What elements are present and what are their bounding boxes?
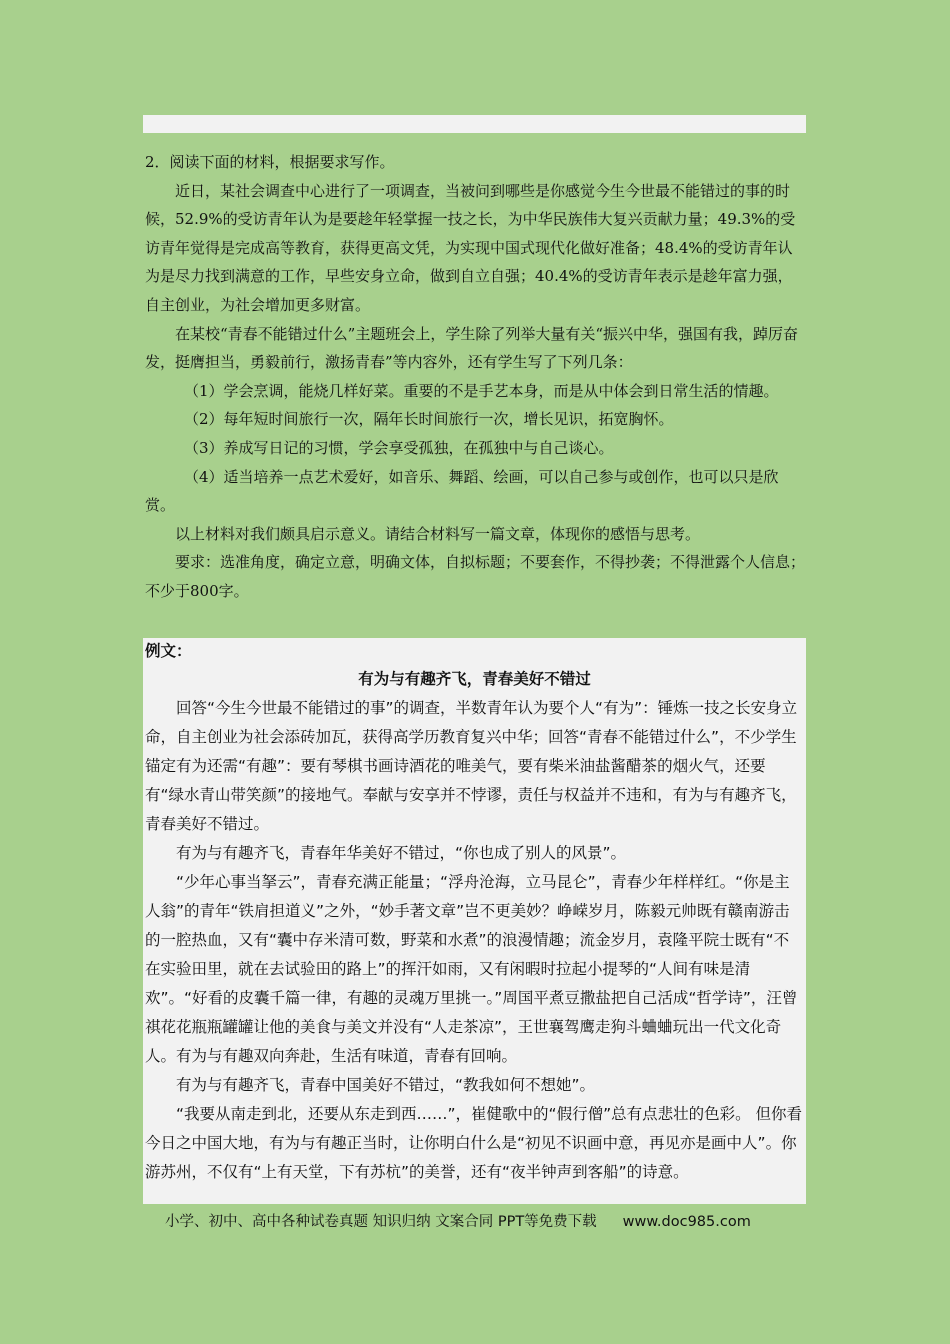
essay-paragraph: 回答“今生今世最不能错过的事”的调查，半数青年认为要个人“有为”：锤炼一技之长安身立命，自主创业为社会添砖加瓦，获得高学历教育复兴中华；回答“青春不能错过什么”，不少学生锚定有为还需“有趣”：要有琴棋书画诗酒花的唯美气，要有柴米油盐酱醋茶的烟火气，还要有“绿水青山带笑颜”的接地气。奉献与安享并不悖谬，责任与权益并不违和，有为与有趣齐飞，青春美好不错过。 (145, 699, 798, 833)
list-item: （3）养成写日记的习惯，学会享受孤独，在孤独中与自己谈心。 (184, 438, 614, 457)
requirement-paragraph: 要求：选准角度，确定立意，明确文体，自拟标题；不要套作，不得抄袭；不得泄露个人信息；不少于800字。 (145, 553, 806, 600)
essay-paragraph: 有为与有趣齐飞，青春中国美好不错过，“教我如何不想她”。 (176, 1076, 596, 1094)
sample-essay (143, 638, 806, 1204)
question-section (145, 148, 807, 606)
material-paragraph: 近日，某社会调查中心进行了一项调查，当被问到哪些是你感觉今生今世最不能错过的事的时候，52.9%的受访青年认为是要趁年轻掌握一技之长，为中华民族伟大复兴贡献力量；49.3%的受访青年觉得是完成高等教育，获得更高文凭，为实现中国式现代化做好准备；48.4%的受访青年认为是尽力找到满意的工作，早些安身立命，做到自立自强；40.4%的受访青年表示是趁年富力强，自主创业，为社会增加更多财富。 (145, 181, 796, 314)
essay-paragraph: “我要从南走到北，还要从东走到西……”，崔健歌中的“假行僧”总有点悲壮的色彩。 但你看今日之中国大地，有为与有趣正当时，让你明白什么是“初见不识画中意，再见亦是画中人”。你游苏州，不仅有“上有天堂，下有苏杭”的美誉，还有“夜半钟声到客船”的诗意。 (145, 1105, 803, 1181)
essay-paragraph: 有为与有趣齐飞，青春年华美好不错过，“你也成了别人的风景”。 (176, 844, 627, 862)
instruction-paragraph: 以上材料对我们颇具启示意义。请结合材料写一篇文章，体现你的感悟与思考。 (175, 524, 701, 543)
list-item: （2）每年短时间旅行一次，隔年长时间旅行一次，增长见识，拓宽胸怀。 (184, 410, 674, 429)
material-paragraph: 在某校“青春不能错过什么”主题班会上，学生除了列举大量有关“振兴中华，强国有我，踔厉奋发，挺膺担当，勇毅前行，激扬青春”等内容外，还有学生写了下列几条： (145, 324, 799, 372)
essay-paragraph: “少年心事当拏云”，青春充满正能量；“浮舟沧海，立马昆仑”，青春少年样样红。“你是主人翁”的青年“铁肩担道义”之外，“妙手著文章”岂不更美妙？峥嵘岁月，陈毅元帅既有赣南游击的一腔热血，又有“囊中存米清可数，野菜和水煮”的浪漫情趣；流金岁月，袁隆平院士既有“不在实验田里，就在去试验田的路上”的挥汗如雨，又有闲暇时拉起小提琴的“人间有味是清欢”。“好看的皮囊千篇一律，有趣的灵魂万里挑一。”周国平煮豆撒盐把自己活成“哲学诗”，汪曾祺花花瓶瓶罐罐让他的美食与美文并没有“人走茶凉”，王世襄驾鹰走狗斗蛐蛐玩出一代文化奇人。有为与有趣双向奔赴，生活有味道，青春有回响。 (145, 873, 798, 1065)
essay-label: 例文： (145, 642, 192, 660)
footer-site-link[interactable]: www.doc985.com (622, 1214, 751, 1230)
header-bar (143, 115, 806, 133)
list-item: （4）适当培养一点艺术爱好，如音乐、舞蹈、绘画，可以自己参与或创作，也可以只是欣赏。 (145, 467, 779, 515)
page-footer (165, 1210, 805, 1231)
question-heading: 2．阅读下面的材料，根据要求写作。 (145, 153, 395, 171)
list-item: （1）学会烹调，能烧几样好菜。重要的不是手艺本身，而是从中体会到日常生活的情趣。 (184, 381, 779, 400)
footer-text: 小学、初中、高中各种试卷真题 知识归纳 文案合同 PPT等免费下载 (165, 1214, 597, 1230)
essay-title: 有为与有趣齐飞，青春美好不错过 (358, 670, 591, 688)
